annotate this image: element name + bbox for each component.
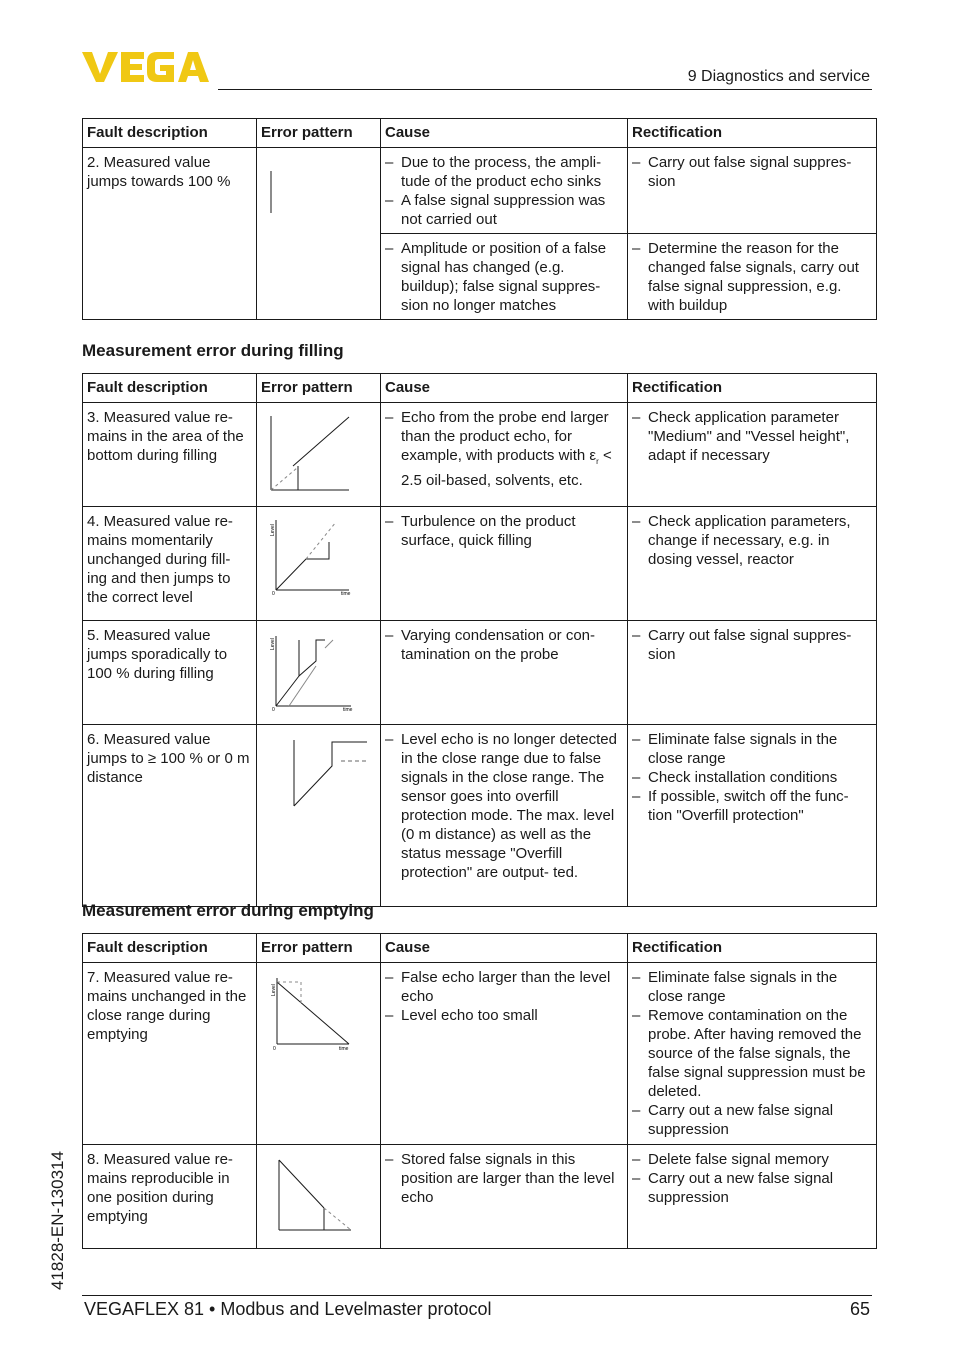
rectification-cell [628,1145,877,1249]
fault-description: 4. Measured value re- mains momentarily unchanged during fill- ing and then jumps to the correct level [83,507,257,621]
error-pattern-graph [257,507,381,621]
fault-description: 8. Measured value re- mains reproducible in one position during emptying [83,1145,257,1249]
rectification-item: – Eliminate false signals in the close range [632,730,872,768]
fault-table-emptying [82,933,877,1249]
fault-description: 7. Measured value re- mains unchanged in the close range during emptying [83,963,257,1145]
cause-item: – Due to the process, the ampli- tude of the product echo sinks [385,153,623,191]
rectification-item: – Determine the reason for the changed false signals, carry out false signal suppression, e.g. with buildup [632,239,872,315]
column-header-rectification: Rectification [628,119,877,148]
fault-description: 5. Measured value jumps sporadically to 100 % during filling [83,621,257,725]
table-row [83,1145,877,1249]
section-heading-filling: Measurement error during filling [82,341,344,360]
cause-item: – False echo larger than the level echo [385,968,623,1006]
cause-item: – Stored false signals in this position are larger than the level echo [385,1150,623,1207]
cause-item: – Echo from the probe end larger than the product echo, for example, with products with $\varepsilon_r < 2.5$ oil-based, solvents, etc. [385,408,623,490]
cause-cell [381,148,628,234]
cause-item: – Level echo too small [385,1006,623,1025]
svg-text:time: time [343,707,353,713]
fault-table-filling [82,373,877,907]
svg-text:Level: Level [270,638,276,650]
svg-text:Level: Level [271,984,277,996]
column-header-pattern: Error pattern [257,934,381,963]
column-header-cause: Cause [381,374,628,403]
table-row [83,963,877,1145]
svg-text:0: 0 [272,707,275,713]
error-pattern-graph [257,963,381,1145]
error-pattern-graph [257,148,381,320]
rectification-cell [628,725,877,907]
column-header-fault: Fault description [83,119,257,148]
chapter-title: 9 Diagnostics and service [687,68,870,85]
table-row [83,403,877,507]
rectification-item: – Check application parameters, change if necessary, e.g. in dosing vessel, reactor [632,512,872,569]
fault-description: 6. Measured value jumps to ≥ 100 % or 0 m distance [83,725,257,907]
cause-item: – Varying condensation or con- tamination on the probe [385,626,623,664]
column-header-cause: Cause [381,119,628,148]
rectification-cell [628,621,877,725]
svg-text:Level: Level [270,524,276,536]
table-row [83,507,877,621]
rectification-item: – Carry out false signal suppres- sion [632,626,872,664]
error-pattern-graph [257,621,381,725]
svg-text:time: time [339,1046,349,1052]
fault-table-general [82,118,877,320]
footer-rule [82,1295,872,1296]
rectification-cell [628,403,877,507]
table-row [83,725,877,907]
table-row [83,621,877,725]
table-row [83,148,877,234]
rectification-cell [628,963,877,1145]
rectification-item: – Check application parameter "Medium" and "Vessel height", adapt if necessary [632,408,872,465]
cause-item: – Amplitude or position of a false signal has changed (e.g. buildup); false signal suppres- sion no longer matches [385,239,623,315]
column-header-pattern: Error pattern [257,119,381,148]
rectification-item: – Check installation conditions [632,768,872,787]
column-header-cause: Cause [381,934,628,963]
fault-description: 3. Measured value re- mains in the area of the bottom during filling [83,403,257,507]
fault-description: 2. Measured value jumps towards 100 % [83,148,257,320]
svg-text:time: time [341,591,351,597]
column-header-fault: Fault description [83,374,257,403]
svg-text:0: 0 [273,1046,276,1052]
footer-title: VEGAFLEX 81 • Modbus and Levelmaster protocol [84,1299,492,1319]
rectification-item: – Delete false signal memory [632,1150,872,1169]
rectification-item: – Eliminate false signals in the close range [632,968,872,1006]
svg-text:0: 0 [272,591,275,597]
section-heading-emptying: Measurement error during emptying [82,901,374,920]
cause-cell [381,621,628,725]
rectification-item: – If possible, switch off the func- tion "Overfill protection" [632,787,872,825]
column-header-fault: Fault description [83,934,257,963]
vega-logo [82,50,212,84]
column-header-pattern: Error pattern [257,374,381,403]
cause-cell [381,963,628,1145]
rectification-item: – Carry out a new false signal suppression [632,1101,872,1139]
error-pattern-graph [257,403,381,507]
page-number: 65 [849,1299,870,1319]
column-header-rectification: Rectification [628,374,877,403]
cause-item: – A false signal suppression was not carried out [385,191,623,229]
column-header-rectification: Rectification [628,934,877,963]
cause-cell [381,507,628,621]
rectification-cell [628,234,877,320]
cause-item: – Turbulence on the product surface, quick filling [385,512,623,550]
cause-cell [381,403,628,507]
error-pattern-graph [257,725,381,907]
cause-cell [381,234,628,320]
error-pattern-graph [257,1145,381,1249]
header-rule [218,89,872,90]
rectification-item: – Carry out a new false signal suppression [632,1169,872,1207]
cause-item: – Level echo is no longer detected in the close range due to false signals in the close range. The sensor goes into overfill protection mode. The max. level (0 m distance) as well as the status message "Overfill protection" are output- ted. [385,730,623,882]
rectification-item: – Carry out false signal suppres- sion [632,153,872,191]
document-id: 41828-EN-130314 [48,1151,67,1290]
rectification-cell [628,507,877,621]
rectification-item: – Remove contamination on the probe. After having removed the source of the false signals, the false signal suppression must be deleted. [632,1006,872,1101]
cause-cell [381,725,628,907]
rectification-cell [628,148,877,234]
cause-cell [381,1145,628,1249]
